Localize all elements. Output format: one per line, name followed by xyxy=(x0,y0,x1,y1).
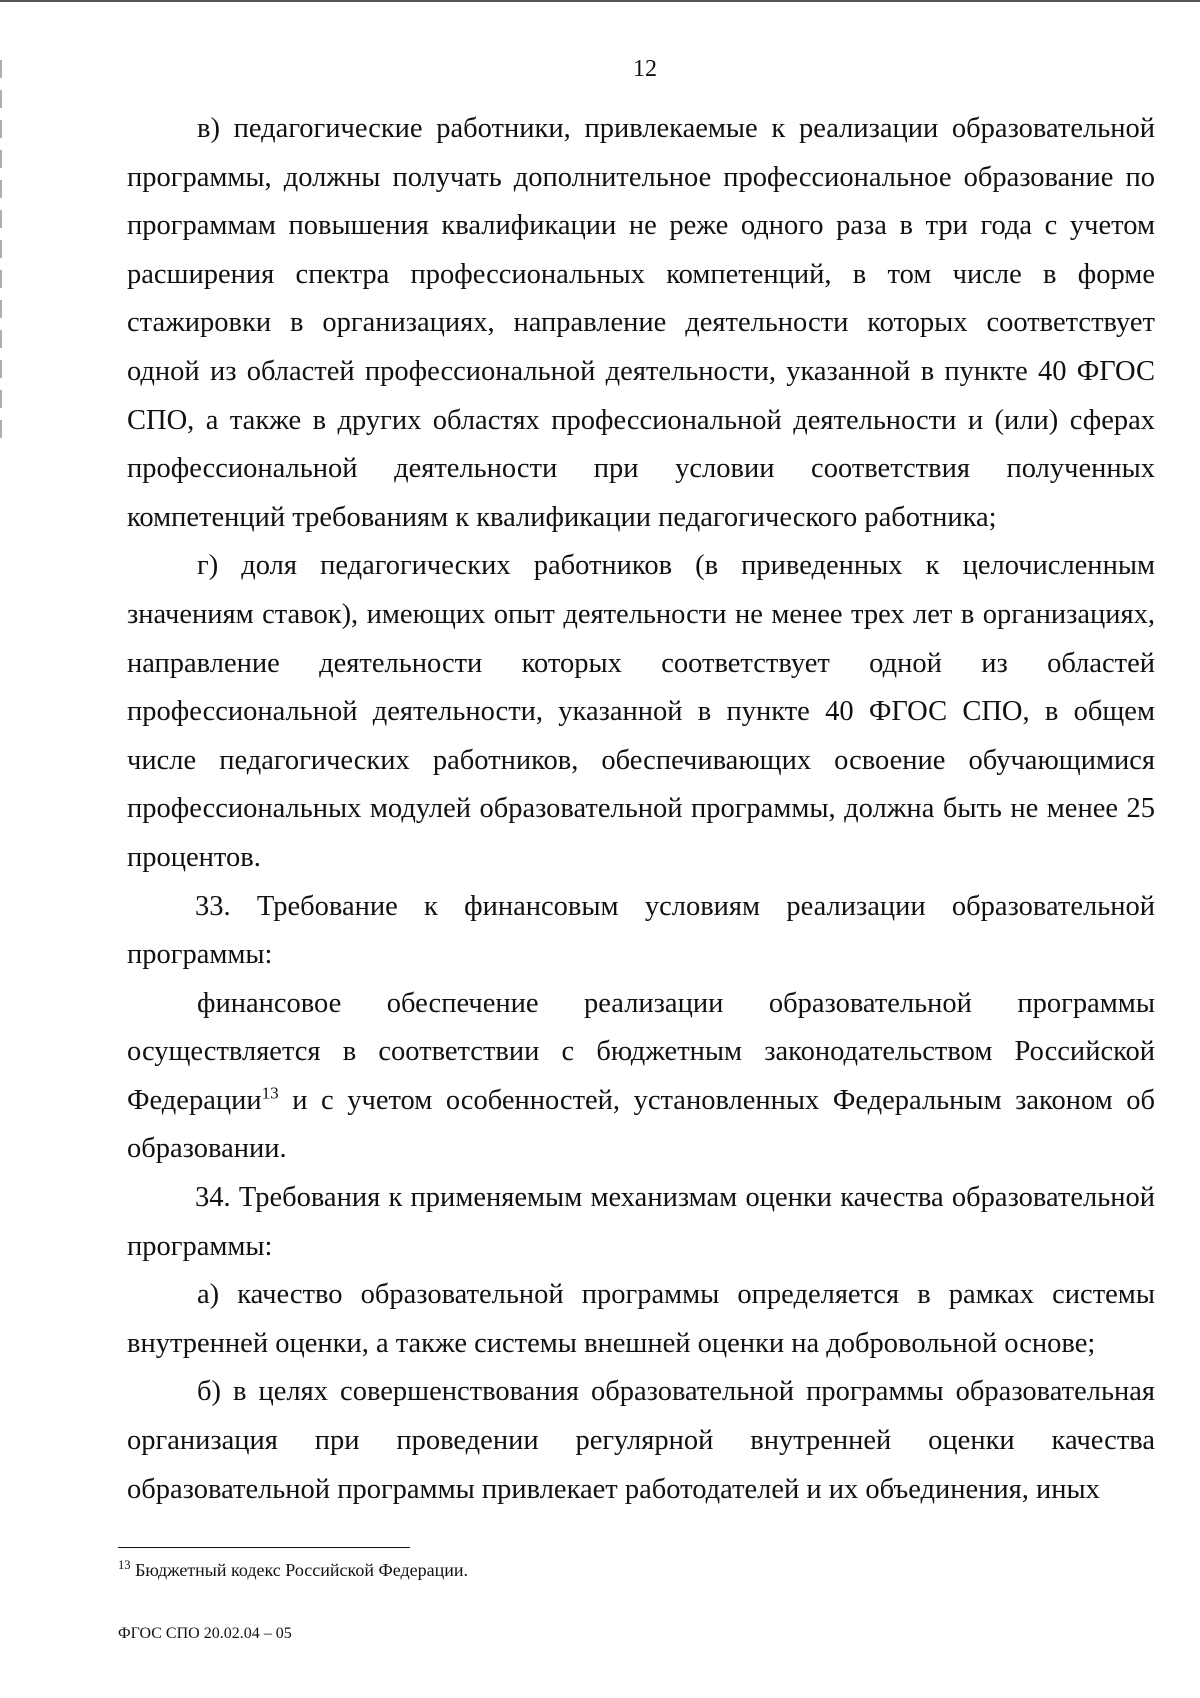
scan-top-edge xyxy=(0,0,1200,2)
footnote-number: 13 xyxy=(118,1558,131,1572)
paragraph-financing xyxy=(127,980,1155,1174)
paragraph-section-34: 34. Требования к применяемым механизмам оценки качества образовательной программы: xyxy=(127,1182,1155,1262)
footnote-separator xyxy=(118,1547,410,1548)
document-body xyxy=(127,105,1155,1514)
paragraph-item-b: б) в целях совершенствования образовательной программы образовательная организация при проведении регулярной внутренней оценки качества образовательной программы привлекает работодателей и их объединения, иных xyxy=(127,1376,1155,1505)
document-code: ФГОС СПО 20.02.04 – 05 xyxy=(118,1625,292,1642)
footnote xyxy=(118,1558,468,1582)
paragraph-item-a: а) качество образовательной программы определяется в рамках системы внутренней оценки, а также системы внешней оценки на добровольной основе; xyxy=(127,1279,1155,1359)
paragraph-section-33: 33. Требование к финансовым условиям реализации образовательной программы: xyxy=(127,890,1155,971)
paragraph-item-g: г) доля педагогических работников (в приведенных к целочисленным значениям ставок), имеющих опыт деятельности не менее трех лет в организациях, направление деятельности которых соответствует одной из областей профессиональной деятельности, указанной в пункте 40 ФГОС СПО, в общем числе педагогических работников, обеспечивающих освоение обучающимися профессиональных модулей образовательной программы, должна быть не менее 25 процентов. xyxy=(127,550,1155,873)
paragraph-item-v: в) педагогические работники, привлекаемые к реализации образовательной программы, должны получать дополнительное профессиональное образование по программам повышения квалификации не реже одного раза в три года с учетом расширения спектра профессиональных компетенций, в том числе в форме стажировки в организациях, направление деятельности которых соответствует одной из областей профессиональной деятельности, указанной в пункте 40 ФГОС СПО, а также в других областях профессиональной деятельности и (или) сферах профессиональной деятельности при условии соответствия полученных компетенций требованиям к квалификации педагогического работника; xyxy=(127,113,1155,533)
page-number: 12 xyxy=(633,56,657,82)
footnote-reference[interactable]: 13 xyxy=(261,1083,279,1103)
scan-left-edge xyxy=(0,60,2,440)
paragraph-financing-text-before: финансовое обеспечение реализации образовательной программы осуществляется в соответствии с бюджетным законодательством Российской Федерации xyxy=(127,987,1155,1116)
paragraph-financing-text-after: и с учетом особенностей, установленных Федеральным законом об образовании. xyxy=(127,1084,1155,1165)
footnote-text: Бюджетный кодекс Российской Федерации. xyxy=(135,1560,468,1580)
